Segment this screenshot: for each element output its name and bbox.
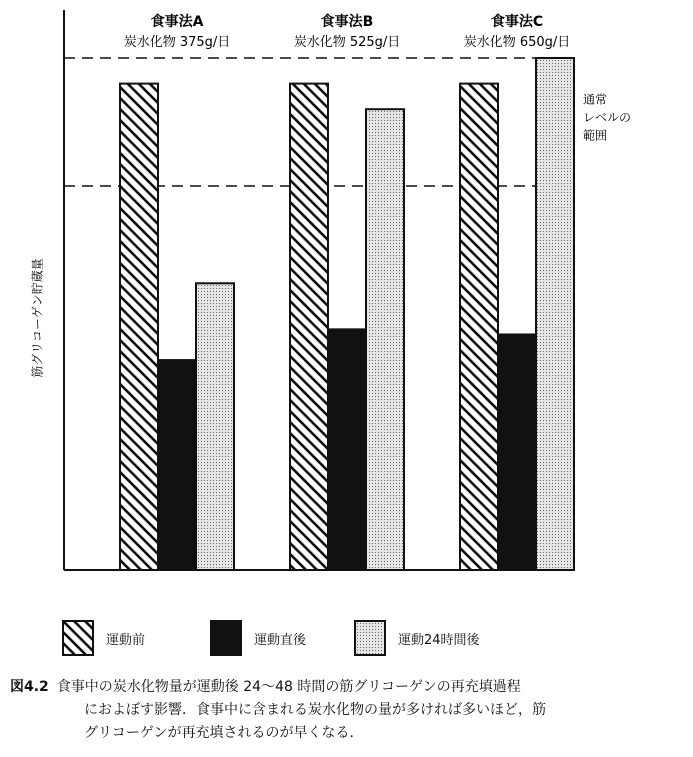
legend-item-right-after-exercise xyxy=(210,618,306,658)
caption-line: におよぼす影響．食事中に含まれる炭水化物の量が多ければ多いほど，筋 xyxy=(84,702,546,718)
caption-line: グリコーゲンが再充填されるのが早くなる． xyxy=(84,725,364,741)
group-title: 食事法A xyxy=(150,14,204,30)
bar-before-exercise xyxy=(290,84,328,570)
normal-range-label-line: レベルの xyxy=(583,110,632,125)
legend-label: 運動直後 xyxy=(254,632,307,648)
group-subtitle: 炭水化物 650g/日 xyxy=(463,35,571,50)
bar-right-after-exercise xyxy=(498,334,536,570)
hatch-swatch-icon xyxy=(62,620,94,656)
legend xyxy=(62,618,642,662)
normal-range-label-line: 通常 xyxy=(583,92,608,107)
group-title: 食事法B xyxy=(320,14,374,30)
bar-24h-after-exercise xyxy=(196,283,234,570)
stipple-swatch-icon xyxy=(354,620,386,656)
figure-caption xyxy=(10,676,685,745)
caption-text: 食事中の炭水化物量が運動後 24〜48 時間の筋グリコーゲンの再充填過程 xyxy=(56,679,521,695)
y-axis-label: 筋グリコーゲン貯蔵量 xyxy=(30,258,45,378)
bar-24h-after-exercise xyxy=(536,58,574,570)
legend-item-24h-after-exercise xyxy=(354,618,480,658)
legend-item-before-exercise xyxy=(62,618,145,658)
normal-range-label-line: 範囲 xyxy=(583,128,608,143)
bar-before-exercise xyxy=(460,84,498,570)
figure-number: 図4.2 xyxy=(10,679,49,695)
bar-right-after-exercise xyxy=(328,329,366,570)
chart-bars xyxy=(120,58,574,570)
legend-label: 運動前 xyxy=(106,632,146,648)
group-title: 食事法C xyxy=(490,14,544,30)
group-subtitle: 炭水化物 375g/日 xyxy=(123,35,231,50)
bar-24h-after-exercise xyxy=(366,109,404,570)
caption-line xyxy=(10,676,685,699)
group-labels xyxy=(124,13,571,50)
bar-right-after-exercise xyxy=(158,360,196,570)
solid-swatch-icon xyxy=(210,620,242,656)
legend-label: 運動24時間後 xyxy=(398,632,480,648)
bar-before-exercise xyxy=(120,84,158,570)
group-subtitle: 炭水化物 525g/日 xyxy=(293,35,401,50)
normal-range-label xyxy=(583,92,631,143)
